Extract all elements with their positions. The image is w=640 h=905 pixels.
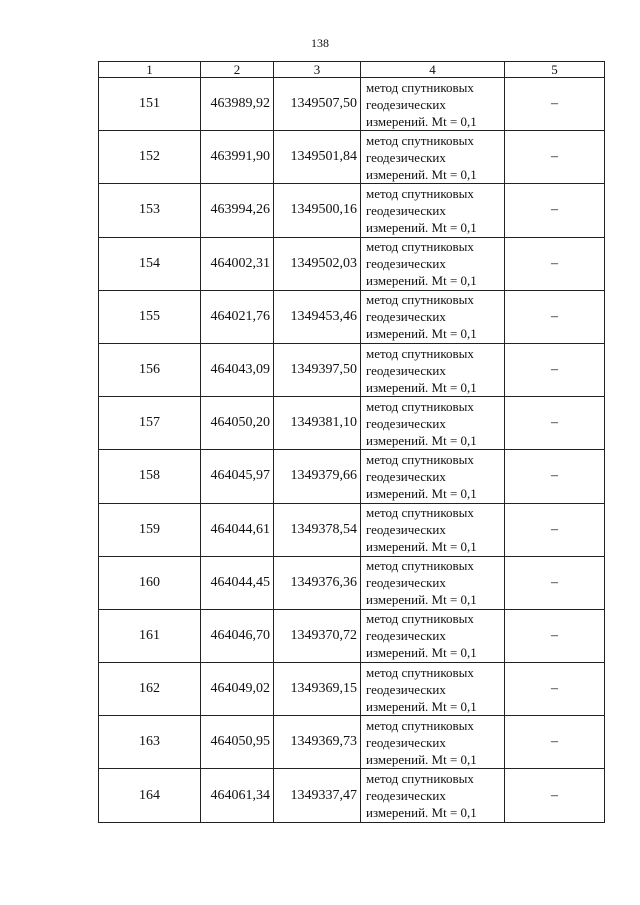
method-line-3: измерений. Mt = 0,1: [366, 698, 477, 714]
coordinate-x: 464044,61: [201, 503, 274, 556]
point-number: 155: [99, 290, 201, 343]
method-line-2: геодезических: [366, 468, 446, 484]
method-line-2: геодезических: [366, 96, 446, 112]
note-cell: –: [505, 78, 605, 131]
page-number: 138: [311, 36, 329, 50]
note-cell: –: [505, 397, 605, 450]
coordinate-y: 1349379,66: [274, 450, 361, 503]
method-line-1: метод спутниковых: [366, 664, 474, 680]
coordinate-y: 1349370,72: [274, 609, 361, 662]
method-line-3: измерений. Mt = 0,1: [366, 273, 477, 289]
coordinate-x: 463991,90: [201, 131, 274, 184]
method-line-1: метод спутниковых: [366, 771, 474, 787]
coordinate-x: 464061,34: [201, 769, 274, 822]
note-cell: –: [505, 716, 605, 769]
column-header-4: 4: [361, 62, 505, 78]
table-row: [99, 769, 605, 822]
coordinate-x: 464002,31: [201, 237, 274, 290]
table-row: [99, 663, 605, 716]
method-line-2: геодезических: [366, 256, 446, 272]
table-row: [99, 237, 605, 290]
coordinate-x: 464050,95: [201, 716, 274, 769]
method-line-2: геодезических: [366, 575, 446, 591]
coordinate-x: 463994,26: [201, 184, 274, 237]
coordinate-y: 1349369,73: [274, 716, 361, 769]
coordinate-y: 1349397,50: [274, 343, 361, 396]
method-line-2: геодезических: [366, 149, 446, 165]
point-number: 164: [99, 769, 201, 822]
method-cell: [361, 663, 505, 716]
table-row: [99, 397, 605, 450]
table-row: [99, 78, 605, 131]
table-row: [99, 343, 605, 396]
method-cell: [361, 450, 505, 503]
method-line-3: измерений. Mt = 0,1: [366, 751, 477, 767]
method-line-2: геодезических: [366, 681, 446, 697]
point-number: 152: [99, 131, 201, 184]
note-cell: –: [505, 663, 605, 716]
method-line-2: геодезических: [366, 522, 446, 538]
point-number: 151: [99, 78, 201, 131]
method-line-2: геодезических: [366, 362, 446, 378]
method-cell: [361, 769, 505, 822]
point-number: 163: [99, 716, 201, 769]
method-line-1: метод спутниковых: [366, 185, 474, 201]
coordinate-y: 1349453,46: [274, 290, 361, 343]
method-line-1: метод спутниковых: [366, 132, 474, 148]
table-row: [99, 290, 605, 343]
table-row: [99, 609, 605, 662]
method-line-1: метод спутниковых: [366, 717, 474, 733]
method-cell: [361, 290, 505, 343]
table-header-row: [99, 62, 605, 78]
method-cell: [361, 343, 505, 396]
coordinate-x: 464021,76: [201, 290, 274, 343]
method-line-3: измерений. Mt = 0,1: [366, 219, 477, 235]
note-cell: –: [505, 290, 605, 343]
method-line-3: измерений. Mt = 0,1: [366, 805, 477, 821]
method-line-2: геодезических: [366, 309, 446, 325]
coordinate-y: 1349502,03: [274, 237, 361, 290]
point-number: 162: [99, 663, 201, 716]
method-cell: [361, 78, 505, 131]
method-line-3: измерений. Mt = 0,1: [366, 485, 477, 501]
table-row: [99, 716, 605, 769]
method-line-1: метод спутниковых: [366, 239, 474, 255]
coordinate-x: 464046,70: [201, 609, 274, 662]
method-cell: [361, 397, 505, 450]
column-header-3: 3: [274, 62, 361, 78]
point-number: 154: [99, 237, 201, 290]
coordinate-y: 1349369,15: [274, 663, 361, 716]
note-cell: –: [505, 556, 605, 609]
table-row: [99, 450, 605, 503]
note-cell: –: [505, 450, 605, 503]
note-cell: –: [505, 343, 605, 396]
coordinate-y: 1349378,54: [274, 503, 361, 556]
point-number: 153: [99, 184, 201, 237]
coordinate-y: 1349376,36: [274, 556, 361, 609]
coordinate-x: 464050,20: [201, 397, 274, 450]
method-cell: [361, 556, 505, 609]
point-number: 158: [99, 450, 201, 503]
point-number: 159: [99, 503, 201, 556]
method-cell: [361, 609, 505, 662]
column-header-2: 2: [201, 62, 274, 78]
method-cell: [361, 237, 505, 290]
note-cell: –: [505, 131, 605, 184]
method-line-3: измерений. Mt = 0,1: [366, 326, 477, 342]
method-line-3: измерений. Mt = 0,1: [366, 645, 477, 661]
method-cell: [361, 184, 505, 237]
coordinate-x: 464049,02: [201, 663, 274, 716]
method-line-1: метод спутниковых: [366, 398, 474, 414]
method-line-1: метод спутниковых: [366, 558, 474, 574]
method-line-1: метод спутниковых: [366, 345, 474, 361]
coordinate-x: 464045,97: [201, 450, 274, 503]
table-row: [99, 556, 605, 609]
point-number: 156: [99, 343, 201, 396]
coordinate-x: 464044,45: [201, 556, 274, 609]
method-line-2: геодезических: [366, 628, 446, 644]
method-cell: [361, 503, 505, 556]
method-line-3: измерений. Mt = 0,1: [366, 432, 477, 448]
method-line-1: метод спутниковых: [366, 611, 474, 627]
column-header-5: 5: [505, 62, 605, 78]
coordinate-y: 1349507,50: [274, 78, 361, 131]
note-cell: –: [505, 503, 605, 556]
coordinate-y: 1349337,47: [274, 769, 361, 822]
method-line-3: измерений. Mt = 0,1: [366, 592, 477, 608]
method-line-2: геодезических: [366, 788, 446, 804]
method-line-2: геодезических: [366, 415, 446, 431]
coordinate-x: 464043,09: [201, 343, 274, 396]
point-number: 157: [99, 397, 201, 450]
point-number: 160: [99, 556, 201, 609]
method-line-3: измерений. Mt = 0,1: [366, 379, 477, 395]
point-number: 161: [99, 609, 201, 662]
table-row: [99, 503, 605, 556]
note-cell: –: [505, 609, 605, 662]
method-line-2: геодезических: [366, 202, 446, 218]
table-row: [99, 131, 605, 184]
column-header-1: 1: [99, 62, 201, 78]
coordinates-table: [98, 61, 605, 823]
method-line-2: геодезических: [366, 734, 446, 750]
note-cell: –: [505, 769, 605, 822]
table-row: [99, 184, 605, 237]
method-line-1: метод спутниковых: [366, 505, 474, 521]
coordinate-y: 1349501,84: [274, 131, 361, 184]
method-line-3: измерений. Mt = 0,1: [366, 113, 477, 129]
method-line-3: измерений. Mt = 0,1: [366, 539, 477, 555]
coordinate-y: 1349381,10: [274, 397, 361, 450]
method-line-1: метод спутниковых: [366, 292, 474, 308]
coordinate-y: 1349500,16: [274, 184, 361, 237]
coordinate-x: 463989,92: [201, 78, 274, 131]
method-cell: [361, 716, 505, 769]
note-cell: –: [505, 237, 605, 290]
note-cell: –: [505, 184, 605, 237]
method-line-1: метод спутниковых: [366, 79, 474, 95]
method-line-3: измерений. Mt = 0,1: [366, 166, 477, 182]
method-cell: [361, 131, 505, 184]
method-line-1: метод спутниковых: [366, 451, 474, 467]
